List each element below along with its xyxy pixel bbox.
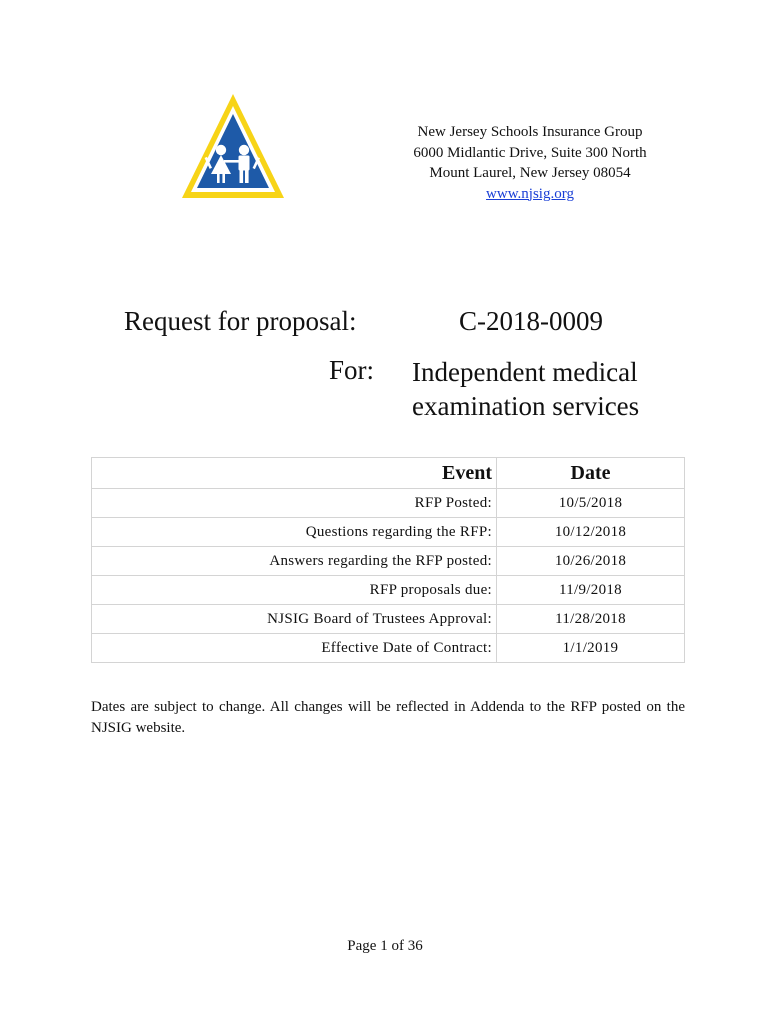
table-row [92,634,685,663]
event-cell: RFP Posted: [92,489,497,518]
schedule-table [91,457,685,663]
city-address: Mount Laurel, New Jersey 08054 [429,165,631,181]
date-cell: 10/5/2018 [497,489,685,518]
schedule-header-row [92,458,685,489]
event-cell: Questions regarding the RFP: [92,518,497,547]
table-row [92,547,685,576]
njsig-logo-icon [180,92,286,200]
table-row [92,518,685,547]
event-cell: NJSIG Board of Trustees Approval: [92,605,497,634]
for-label: For: [329,355,375,385]
rfp-title [412,355,639,423]
date-cell: 10/26/2018 [497,547,685,576]
rfp-number: C-2018-0009 [459,306,603,336]
date-column-header: Date [497,458,685,489]
table-row [92,576,685,605]
date-cell: 1/1/2019 [497,634,685,663]
event-cell: RFP proposals due: [92,576,497,605]
event-cell: Effective Date of Contract: [92,634,497,663]
schedule-note: Dates are subject to change. All changes will be reflected in Addenda to the RFP posted on the NJSIG website. [91,699,685,736]
website-link[interactable]: www.njsig.org [486,185,574,202]
table-row [92,605,685,634]
organization-address [390,122,670,204]
table-row [92,489,685,518]
njsig-logo [180,92,286,200]
event-cell: Answers regarding the RFP posted: [92,547,497,576]
event-column-header: Event [92,458,497,489]
date-cell: 10/12/2018 [497,518,685,547]
date-cell: 11/28/2018 [497,605,685,634]
date-cell: 11/9/2018 [497,576,685,605]
street-address: 6000 Midlantic Drive, Suite 300 North [413,144,647,161]
rfp-title-line-1: Independent medical [412,357,638,387]
org-name: New Jersey Schools Insurance Group [417,124,643,140]
page-number: Page 1 of 36 [347,938,423,954]
rfp-label: Request for proposal: [124,306,357,336]
rfp-title-line-2: examination services [412,391,640,421]
